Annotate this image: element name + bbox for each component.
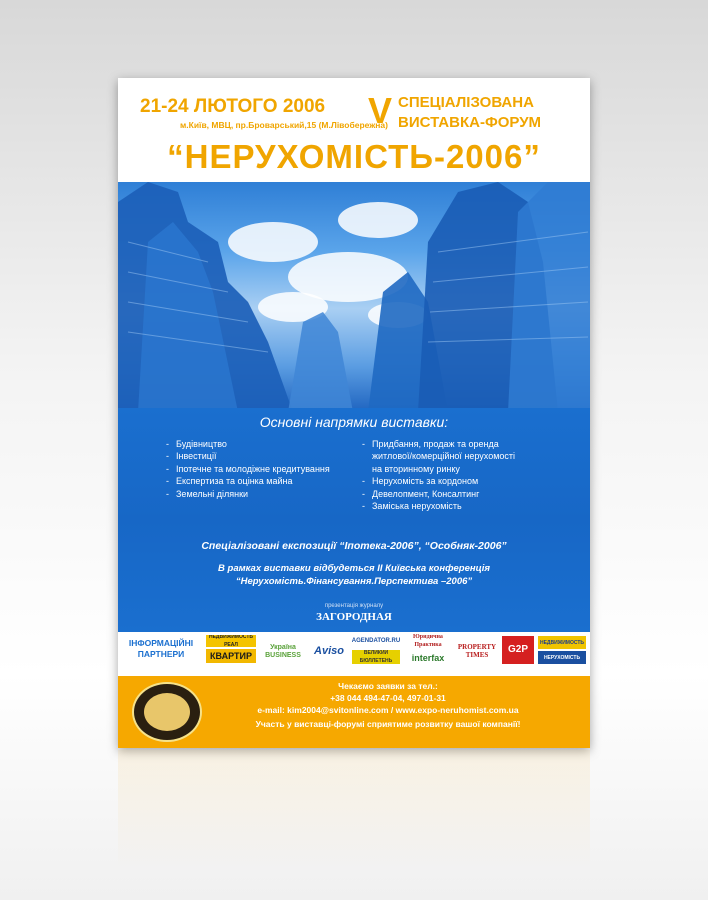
list-item: - Експертиза та оцінка майна xyxy=(166,475,330,487)
list-item: - Заміська нерухомість xyxy=(362,500,515,512)
partner-logo: PROPERTY TIMES xyxy=(457,643,497,659)
special-expositions: Спеціалізовані експозиції “Іпотека-2006”, “Особняк-2006” xyxy=(201,540,507,552)
partners-title: ІНФОРМАЦІЙНІ ПАРТНЕРИ xyxy=(128,638,194,659)
contact-footer xyxy=(118,676,590,748)
partner-logo: ВЕЛИКИЙ БЮЛЛЕТЕНЬ xyxy=(352,650,400,664)
partner-logo: Юридична Практика xyxy=(413,634,443,648)
event-type-line2: ВИСТАВКА-ФОРУМ xyxy=(398,114,542,131)
conference-info xyxy=(118,562,590,588)
edition-number: V xyxy=(368,90,393,131)
presentation-caption: презентація журналу xyxy=(324,603,384,609)
poster-header xyxy=(118,78,590,184)
event-venue: м.Київ, МВЦ, пр.Броварський,15 (М.Лівобережна) xyxy=(179,120,388,130)
list-item: - Нерухомість за кордоном xyxy=(362,475,515,487)
directions-heading: Основні напрямки виставки: xyxy=(259,414,449,430)
list-item: - Іпотечне та молодіжне кредитування xyxy=(166,463,330,475)
media-partners xyxy=(118,632,590,674)
list-item: - Інвестиції xyxy=(166,450,330,462)
poster-reflection xyxy=(118,750,590,870)
partner-logo: interfax xyxy=(411,653,445,663)
list-item: житлової/комерційної нерухомості xyxy=(372,451,516,462)
list-item: - Земельні ділянки xyxy=(166,488,330,500)
directions-list-left xyxy=(166,438,330,500)
partner-logo: AGENDATOR.RU xyxy=(352,638,400,644)
exhibition-poster xyxy=(118,78,590,748)
partner-logo: НЕДВИЖИМОСТЬ РЕАЛ xyxy=(206,635,256,647)
partner-logo: НЕРУХОМІСТЬ xyxy=(538,651,586,664)
event-type-line1: СПЕЦІАЛІЗОВАНА xyxy=(398,94,534,111)
footer-slogan: Участь у виставці-форумі сприятиме розвитку вашої компанії! xyxy=(255,719,521,729)
poster-title: “НЕРУХОМІСТЬ-2006” xyxy=(167,138,541,175)
list-item: - Девелопмент, Консалтинг xyxy=(362,488,515,500)
footer-line: Чекаємо заявки за тел.: xyxy=(338,681,438,691)
partner-logo: Україна BUSINESS xyxy=(265,644,301,659)
event-date: 21-24 ЛЮТОГО 2006 xyxy=(140,96,326,117)
list-item: на вторинному ринку xyxy=(372,463,460,474)
list-item: - Будівництво xyxy=(166,438,330,450)
skyscrapers-illustration xyxy=(118,182,590,412)
conference-line2: “Нерухомість.Фінансування.Перспектива –2006” xyxy=(235,576,473,587)
footer-phone: +38 044 494-47-04, 497-01-31 xyxy=(330,693,446,703)
list-item: - Придбання, продаж та оренда xyxy=(362,438,515,450)
partner-logo: КВАРТИР xyxy=(206,649,256,663)
partner-logo: Aviso xyxy=(314,645,344,657)
info-panel xyxy=(118,408,590,632)
directions-list-right xyxy=(362,438,515,512)
conference-line1: В рамках виставки відбудеться ІІ Київська конференція xyxy=(218,563,490,574)
organizer-seal xyxy=(132,682,202,742)
footer-email: e-mail: kim2004@svitonline.com / www.expo-neruhomist.com.ua xyxy=(257,705,519,715)
partner-logo: G2P xyxy=(502,636,534,664)
partner-logo: НЕДВИЖИМОСТЬ xyxy=(538,636,586,649)
skyscrapers-photo xyxy=(118,182,590,412)
magazine-logo: ЗАГОРОДНАЯ xyxy=(316,611,392,623)
